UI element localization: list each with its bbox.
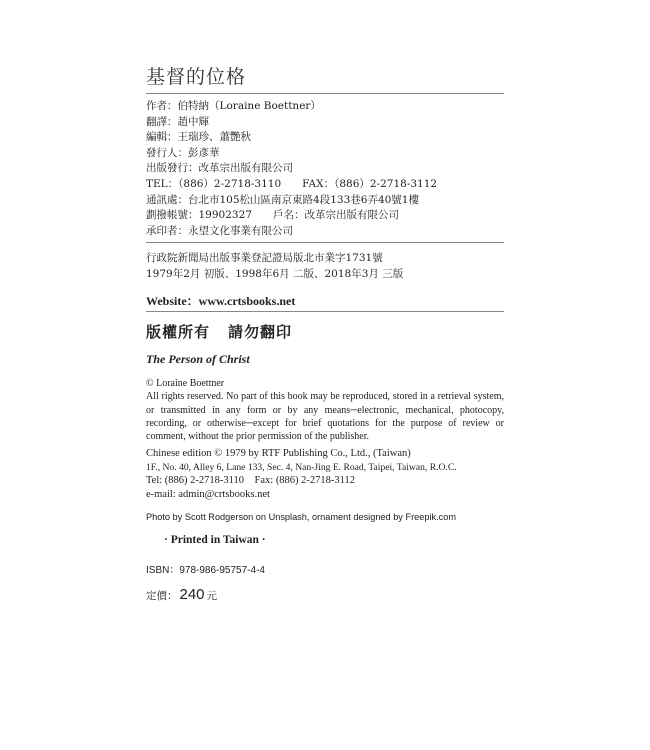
registration-line: 行政院新聞局出版事業登記證局版北市業字1731號 [146,252,383,264]
website: Website：www.crtsbooks.net [146,294,296,308]
photo-credit: Photo by Scott Rodgerson on Unsplash, ornament designed by Freepik.com [146,512,456,522]
price-unit: 元 [206,590,218,602]
website-divider [146,311,504,312]
credit-line: 發行人：彭彥華 [146,146,220,159]
price [146,586,217,603]
credits-block [146,99,437,239]
rights-text: 版權所有 [146,323,211,341]
printed-in-taiwan: · Printed in Taiwan · [164,534,266,546]
registration-block [146,251,403,282]
edition-line: Chinese edition © 1979 by RTF Publishing Co., Ltd., (Taiwan) [146,448,411,459]
edition-line: e-mail: admin@crtsbooks.net [146,488,270,500]
registration-line: 1979年2月 初版、1998年6月 二版、2018年3月 三版 [146,267,404,280]
copyright-line: comment, without the prior permission of the publisher. [146,431,370,443]
english-title: The Person of Christ [146,352,250,366]
copyright-line: All rights reserved. No part of this book may be reproduced, stored in a retrieval system, [146,391,504,403]
edition-block [146,447,504,501]
credit-line: 承印者：永望文化事業有限公司 [146,224,293,237]
edition-line: 1F., No. 40, Alley 6, Lane 133, Sec. 4, Nan-Jing E. Road, Taipei, Taiwan, R.O.C. [146,461,457,473]
credit-line: 劃撥帳號：19902327 戶名：改革宗出版有限公司 [146,209,399,222]
credit-line: 作者：伯特納（Loraine Boettner） [146,100,321,112]
credit-line: 出版發行：改革宗出版有限公司 [146,162,293,175]
credit-line: TEL：（886）2-2718-3110 FAX：（886）2-2718-3112 [146,177,438,190]
price-label: 定價： [146,590,178,602]
rights-text: 請勿翻印 [228,323,293,341]
copyright-line: recording, or otherwise─except for brief quotations for the purpose of review or [146,417,504,429]
isbn: ISBN：978-986-95757-4-4 [146,565,265,576]
edition-line: Tel: (886) 2-2718-3110 Fax: (886) 2-2718-3112 [146,475,356,487]
credits-divider [146,242,504,243]
price-amount: 240 [179,586,205,603]
book-title: 基督的位格 [146,66,247,88]
title-divider [146,93,504,94]
credit-line: 翻譯：趙中輝 [146,115,209,128]
copyright-notice [146,377,504,443]
copyright-line: © Loraine Boettner [146,378,225,389]
credit-line: 通訊處：台北市105松山區南京東路4段133巷6弄40號1樓 [146,193,419,206]
credit-line: 編輯：王瑞珍、蕭艷秋 [146,131,251,144]
rights-reserved [146,321,310,342]
copyright-line: or transmitted in any form or by any means─electronic, mechanical, photocopy, [146,404,504,416]
